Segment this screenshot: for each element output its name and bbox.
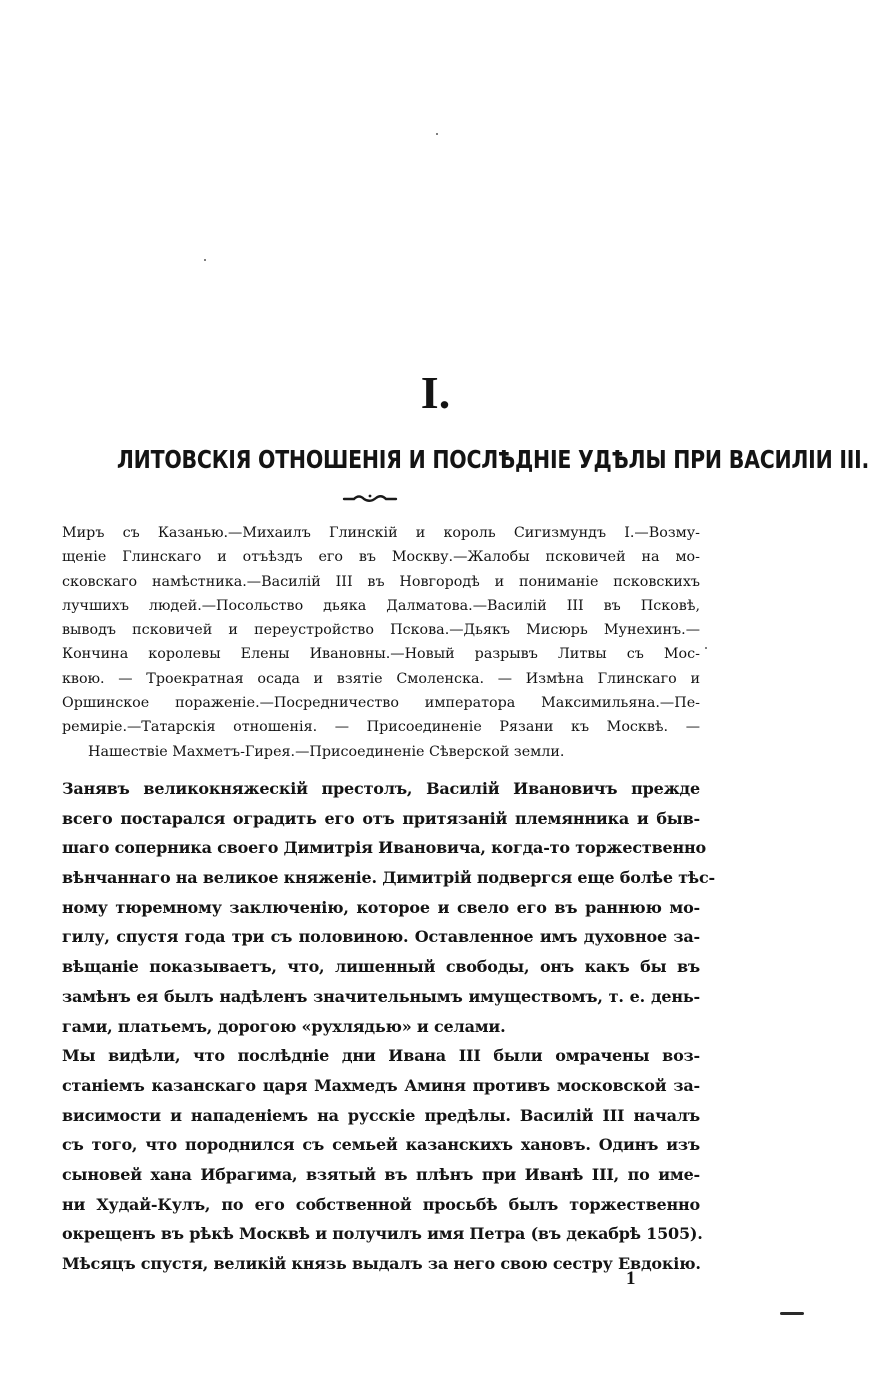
summary-line: квою. — Троекратная осада и взятіе Смоленска. — Измѣна Глинскаго и: [62, 670, 700, 687]
body-line: висимости и нападеніемъ на русскіе предѣлы. Василій III началъ: [62, 1105, 700, 1125]
chapter-title: ЛИТОВСКІЯ ОТНОШЕНІЯ И ПОСЛѢДНІЕ УДѢЛЫ ПРИ ВАСИЛІИ III.: [116, 445, 870, 474]
summary-line: Нашествіе Махметъ-Гирея.—Присоединеніе Сѣверской земли.: [88, 743, 565, 760]
body-line: Мѣсяцъ спустя, великій князь выдалъ за него свою сестру Евдокію.: [62, 1254, 701, 1273]
body-line: вѣщаніе показываетъ, что, лишенный свободы, онъ какъ бы въ: [62, 957, 700, 977]
body-line: Занявъ великокняжескій престолъ, Василій Ивановичъ прежде: [62, 779, 700, 798]
summary-line: Кончина королевы Елены Ивановны.—Новый разрывъ Литвы съ Мос-: [62, 646, 700, 663]
summary-line: Миръ съ Казанью.—Михаилъ Глинскій и король Сигизмундъ I.—Возму-: [62, 525, 700, 541]
summary-line: Оршинское пораженіе.—Посредничество императора Максимильяна.—Пе-: [62, 695, 700, 712]
scan-speck: [436, 133, 438, 135]
chapter-summary: [62, 521, 700, 764]
body-line: съ того, что породнился съ семьей казанскихъ хановъ. Одинъ изъ: [62, 1135, 700, 1155]
wavy-divider-icon: [340, 490, 400, 504]
body-line: гилу, спустя года три съ половиною. Оставленное имъ духовное за-: [62, 927, 700, 947]
summary-line: ремиріе.—Татарскія отношенія. — Присоединеніе Рязани къ Москвѣ. —: [62, 719, 700, 736]
body-line: ному тюремному заключенію, которое и свело его въ раннюю мо-: [62, 897, 700, 917]
body-line: окрещенъ въ рѣкѣ Москвѣ и получилъ имя Петра (въ декабрѣ 1505).: [62, 1224, 703, 1244]
chapter-number: I.: [420, 367, 451, 418]
scan-speck: [204, 259, 206, 261]
body-line: Мы видѣли, что послѣдніе дни Ивана III были омрачены воз-: [62, 1046, 700, 1066]
body-text: [62, 774, 715, 1279]
body-line: станіемъ казанскаго царя Махмедъ Аминя противъ московской за-: [62, 1075, 700, 1095]
body-line: гами, платьемъ, дорогою «рухлядью» и селами.: [62, 1016, 506, 1036]
body-line: вѣнчаннаго на великое княженіе. Димитрій подвергся еще болѣе тѣс-: [62, 868, 715, 888]
page-number: 1: [626, 1268, 636, 1289]
summary-line: лучшихъ людей.—Посольство дьяка Далматова.—Василій III въ Псковѣ,: [62, 597, 700, 614]
summary-line: щеніе Глинскаго и отъѣздъ его въ Москву.—Жалобы псковичей на мо-: [62, 549, 700, 566]
summary-line: выводъ псковичей и переустройство Пскова.—Дьякъ Мисюрь Мунехинъ.—: [62, 622, 700, 639]
scan-edge-mark: [780, 1312, 804, 1315]
body-line: ни Худай-Кулъ, по его собственной просьбѣ былъ торжественно: [62, 1194, 700, 1214]
body-line: шаго соперника своего Димитрія Ивановича, когда-то торжественно: [62, 838, 706, 858]
scan-speck: [705, 647, 707, 649]
body-line: замѣнъ ея былъ надѣленъ значительнымъ имуществомъ, т. е. день-: [62, 986, 700, 1006]
body-line: сыновей хана Ибрагима, взятый въ плѣнъ при Иванѣ III, по име-: [62, 1164, 700, 1184]
body-line: всего постарался оградить его отъ притязаній племянника и быв-: [62, 808, 700, 828]
summary-line: сковскаго намѣстника.—Василій III въ Новгородѣ и пониманіе псковскихъ: [62, 573, 700, 590]
